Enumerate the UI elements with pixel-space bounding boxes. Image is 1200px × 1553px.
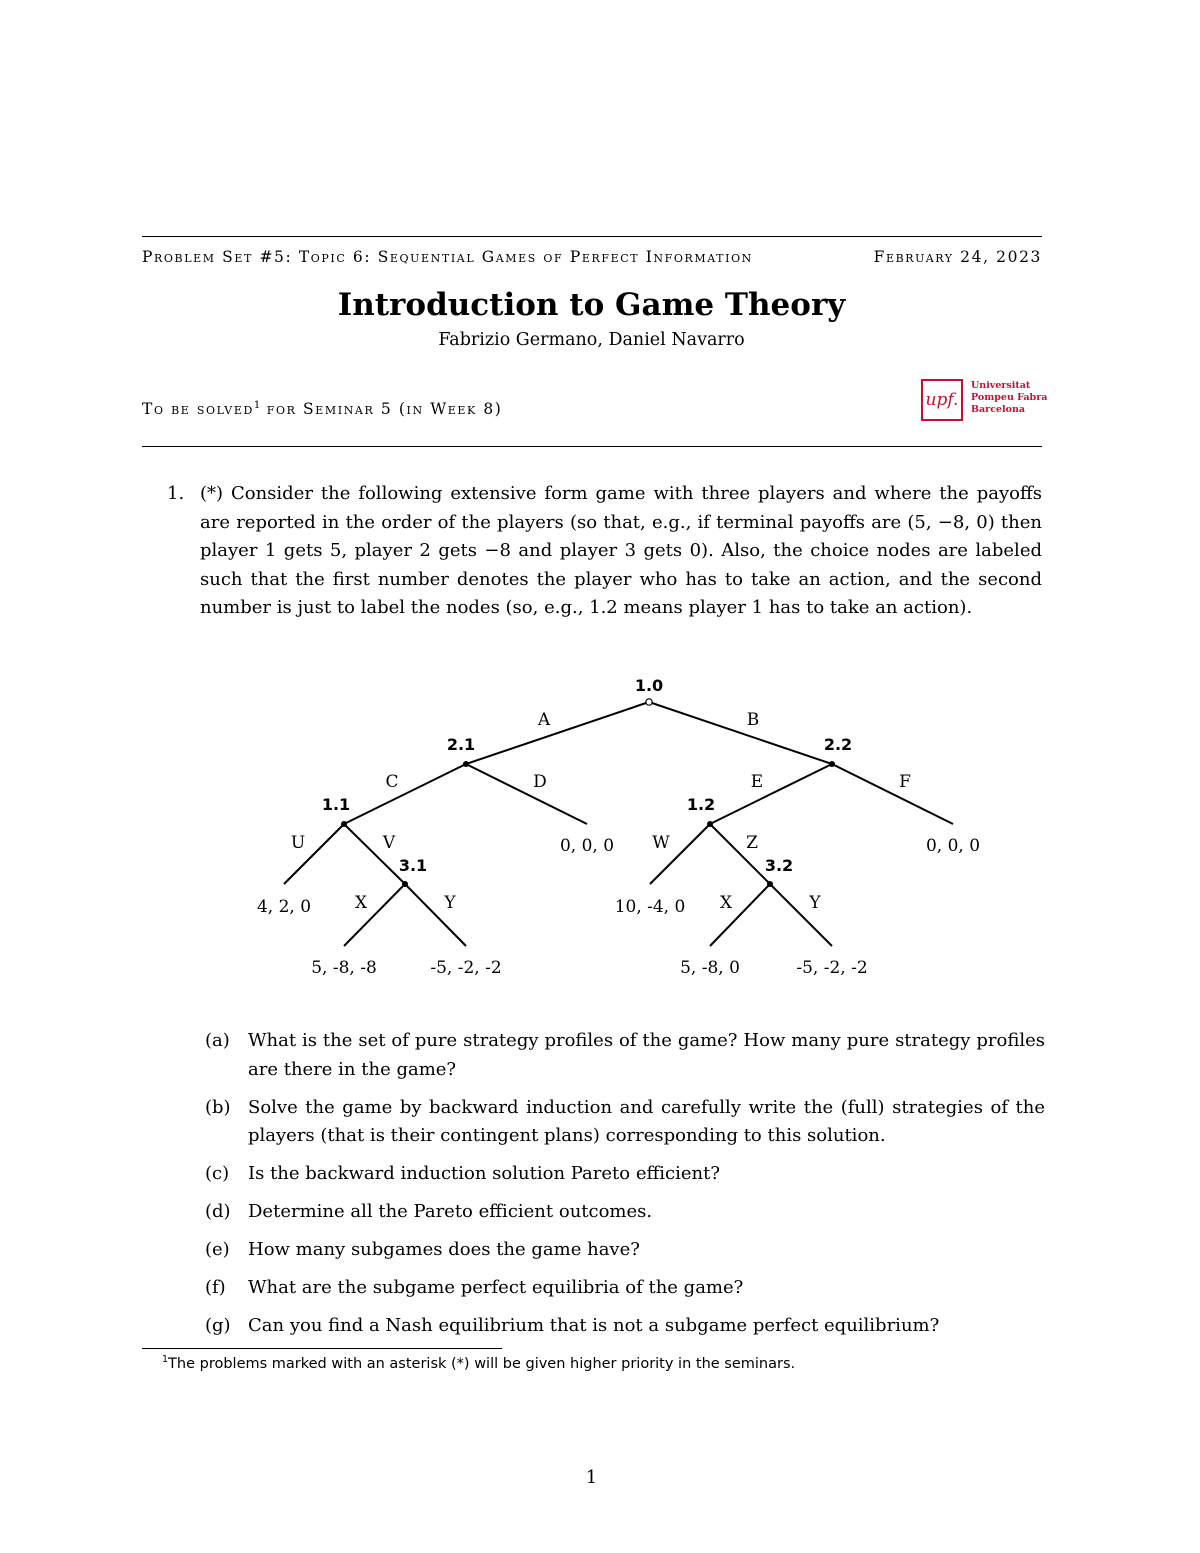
action-D: D: [533, 772, 547, 792]
action-X-node-3-2: X: [719, 893, 733, 913]
action-X-node-3-1: X: [354, 893, 368, 913]
action-Y-node-3-2: Y: [809, 893, 821, 913]
question-list: [205, 1027, 1045, 1350]
edge-C: [344, 764, 466, 824]
document-title: Introduction to Game Theory: [337, 287, 846, 323]
root-node: [646, 699, 652, 705]
question-label: (b): [205, 1096, 231, 1118]
logo-line: Pompeu Fabra: [971, 392, 1047, 403]
footnote-marker: 1: [253, 400, 261, 411]
edge-Y1: [405, 884, 466, 946]
question-text: Is the backward induction solution Pareto efficient?: [248, 1163, 720, 1184]
payoff-W: 10, -4, 0: [614, 897, 686, 917]
action-A: A: [537, 710, 551, 730]
node-3-2: [767, 881, 773, 887]
logo-line: Universitat: [971, 380, 1031, 391]
action-V: V: [382, 833, 396, 853]
question-label: (a): [205, 1030, 230, 1051]
action-U: U: [290, 833, 306, 853]
logo-line: Barcelona: [971, 404, 1026, 415]
question-text: What are the subgame perfect equilibria of the game?: [248, 1277, 744, 1298]
solve-text-rest: for Seminar 5 (in Week 8): [260, 400, 503, 419]
payoff-Y-node-3-2: -5, -2, -2: [796, 958, 868, 978]
edge-Z: [710, 824, 770, 884]
node-3-1: [402, 881, 408, 887]
edge-A: [466, 702, 649, 764]
question-label: (d): [205, 1201, 231, 1222]
edge-F: [832, 764, 953, 824]
node-1-2: [707, 821, 713, 827]
payoff-D: 0, 0, 0: [559, 836, 615, 856]
question-text: Solve the game by backward induction and carefully write the (full) strategies of the players (that is their contingent plans) corresponding to this solution.: [248, 1096, 1045, 1146]
action-Y-node-3-1: Y: [444, 893, 456, 913]
payoff-U: 4, 2, 0: [256, 897, 312, 917]
question-item: [205, 1274, 1045, 1303]
question-item: [205, 1236, 1045, 1265]
node-1-1: [341, 821, 347, 827]
question-text: How many subgames does the game have?: [248, 1239, 640, 1260]
action-W: W: [652, 833, 670, 853]
solve-text: To be solved: [142, 400, 254, 419]
header-date: February 24, 2023: [873, 248, 1042, 266]
edge-Y2: [770, 884, 832, 946]
node-2-2: [829, 761, 835, 767]
edge-E: [710, 764, 832, 824]
question-item: [205, 1094, 1045, 1151]
action-Z: Z: [746, 833, 758, 853]
node-label-3-1: 3.1: [398, 856, 428, 875]
question-text: Can you find a Nash equilibrium that is not a subgame perfect equilibrium?: [248, 1315, 940, 1336]
node-2-1: [463, 761, 469, 767]
question-item: [205, 1160, 1045, 1189]
action-C: C: [385, 772, 399, 792]
edge-B: [649, 702, 832, 764]
question-label: (c): [205, 1163, 230, 1184]
payoff-Y-node-3-1: -5, -2, -2: [430, 958, 502, 978]
payoff-X-node-3-1: 5, -8, -8: [311, 958, 377, 978]
node-label-3-2: 3.2: [764, 856, 794, 875]
payoff-X-node-3-2: 5, -8, 0: [680, 958, 740, 978]
footnote: [162, 1354, 795, 1372]
node-label-1-1: 1.1: [321, 795, 351, 814]
node-label-2-2: 2.2: [823, 735, 853, 754]
question-text: What is the set of pure strategy profiles of the game? How many pure strategy profiles are there in the game?: [248, 1030, 1045, 1080]
page-number: 1: [585, 1467, 598, 1488]
header-course-topic: Problem Set #5: Topic 6: Sequential Games of Perfect Information: [142, 248, 753, 266]
node-label-1-0: 1.0: [634, 676, 664, 695]
question-label: (e): [205, 1239, 230, 1260]
action-F: F: [899, 772, 911, 792]
question-text: Determine all the Pareto efficient outcomes.: [248, 1201, 653, 1222]
question-label: (f): [205, 1277, 226, 1298]
footnote-rule: [142, 1348, 502, 1349]
question-item: [205, 1312, 1045, 1341]
footnote-number: 1: [162, 1354, 169, 1365]
edge-D: [466, 764, 587, 824]
action-E: E: [750, 772, 764, 792]
payoff-F: 0, 0, 0: [925, 836, 981, 856]
node-label-1-2: 1.2: [686, 795, 716, 814]
logo-mark: upf.: [921, 379, 963, 421]
problem-text: (*) Consider the following extensive form game with three players and where the payoffs are reported in the order of the players (so that, e.g., if terminal payoffs are (5, −8, 0) then player 1 gets 5, player 2 gets −8 and player 3 gets 0). Also, the choice nodes are labeled such that the first number denotes the player who has to take an action, and the second number is just to label the nodes (so, e.g., 1.2 means player 1 has to take an action).: [200, 483, 1042, 618]
edge-X1: [344, 884, 405, 946]
action-B: B: [746, 710, 760, 730]
problem-number: 1.: [167, 483, 185, 504]
question-item: [205, 1027, 1045, 1084]
question-label: (g): [205, 1315, 231, 1336]
footnote-text: The problems marked with an asterisk (*) will be given higher priority in the seminars.: [168, 1355, 796, 1372]
edge-V: [344, 824, 405, 884]
authors: Fabrizio Germano, Daniel Navarro: [438, 330, 745, 350]
node-label-2-1: 2.1: [446, 735, 476, 754]
question-item: [205, 1198, 1045, 1227]
